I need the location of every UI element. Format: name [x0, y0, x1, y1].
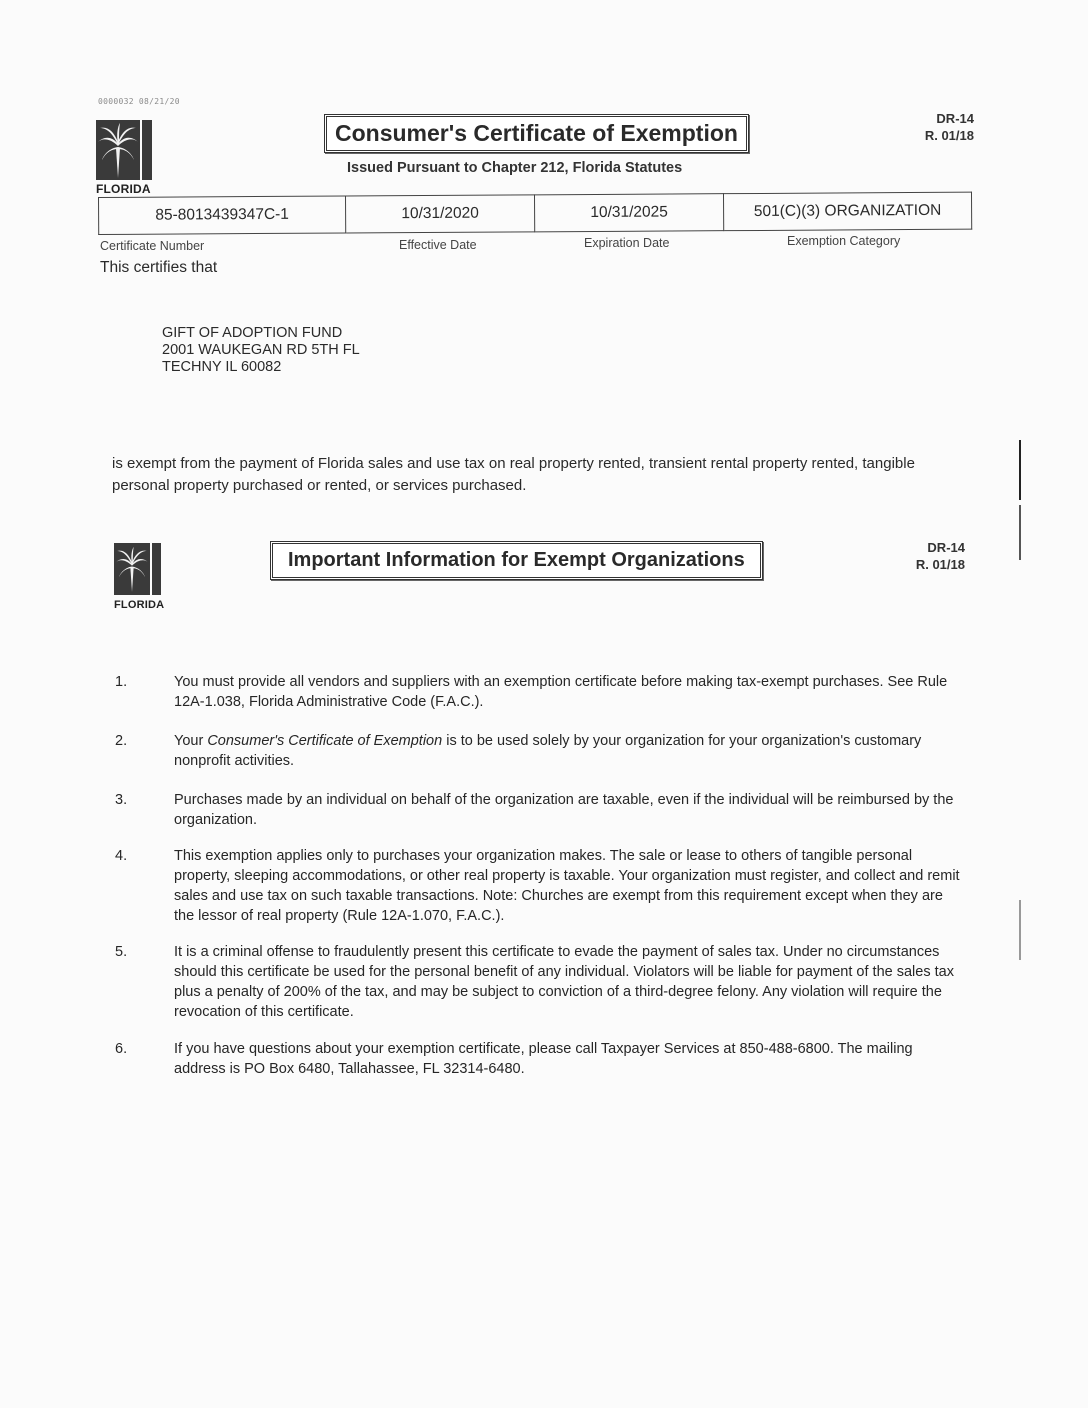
exemption-category-value: 501(C)(3) ORGANIZATION — [723, 192, 971, 231]
certifies-text: This certifies that — [100, 259, 218, 276]
address-line: 2001 WAUKEGAN RD 5TH FL — [162, 342, 360, 358]
logo-vertical-text — [152, 543, 161, 595]
exemption-category-label: Exemption Category — [787, 234, 901, 248]
organization-address — [162, 325, 360, 376]
logo-wordmark: FLORIDA — [114, 599, 165, 611]
palm-tree-icon — [114, 543, 150, 595]
item-number: 2. — [115, 733, 128, 749]
item-text-post: is to be used solely by your organization for your organization's customary nonprofit activities. — [174, 733, 922, 769]
item-text: It is a criminal offense to fraudulently present this certificate to evade the payment of sales tax. Under no circumstances should this certificate be used for the personal benefit of any individual. Violators will be liable for payment of the sales tax plus a penalty of 200% of the tax, and may be subject to conviction of a third-degree felony. Any violation will require the revocation of this certificate. — [174, 944, 954, 1020]
exempt-statement-line: personal property purchased or rented, or services purchased. — [112, 477, 527, 494]
exempt-statement — [112, 453, 915, 497]
print-stamp: 0000032 08/21/20 — [98, 97, 180, 106]
item-text: You must provide all vendors and suppliers with an exemption certificate before making tax-exempt purchases. See Rule 12A-1.038, Florida Administrative Code (F.A.C.). — [174, 674, 948, 710]
certificate-subtitle: Issued Pursuant to Chapter 212, Florida Statutes — [347, 160, 683, 176]
form-number: DR-14 — [927, 540, 965, 555]
item-text: This exemption applies only to purchases your organization makes. The sale or lease to others of tangible personal property, sleeping accommodations, or other real property is taxable. Your organization must register, and collect and remit sales and use tax on such taxable transactions. Note: Churches are exempt from this requirement except when they are the lessor of real property (Rule 12A-1.070, F.A.C.). — [174, 848, 960, 924]
info-title-box — [270, 541, 763, 580]
certificate-number-label: Certificate Number — [100, 239, 205, 253]
form-revision: R. 01/18 — [915, 557, 965, 572]
certificate-number-value: 85-8013439347C-1 — [99, 196, 346, 235]
expiration-date-label: Expiration Date — [584, 236, 670, 250]
item-number: 1. — [115, 674, 128, 690]
form-revision: R. 01/18 — [924, 128, 974, 143]
logo-wordmark: FLORIDA — [96, 182, 151, 196]
exempt-statement-line: is exempt from the payment of Florida sales and use tax on real property rented, transient rental property rented, tangible — [112, 455, 915, 472]
scan-edge-mark — [1019, 505, 1021, 560]
effective-date-label: Effective Date — [399, 238, 477, 252]
form-number: DR-14 — [936, 111, 974, 126]
item-number: 4. — [115, 848, 128, 864]
certificate-title: Consumer's Certificate of Exemption — [335, 120, 738, 146]
item-text-emphasis: Consumer's Certificate of Exemption — [207, 733, 443, 749]
florida-dor-logo — [96, 120, 154, 196]
scan-edge-mark — [1019, 440, 1021, 500]
form-number-block — [895, 539, 965, 573]
item-number: 5. — [115, 944, 128, 960]
city-state-zip: TECHNY IL 60082 — [162, 359, 282, 375]
item-text: If you have questions about your exemption certificate, please call Taxpayer Services at 850-488-6800. The mailing address is PO Box 6480, Tallahassee, FL 32314-6480. — [174, 1041, 913, 1077]
item-text — [174, 731, 964, 771]
palm-tree-icon — [96, 120, 140, 180]
item-number: 6. — [115, 1041, 128, 1057]
expiration-date-value: 10/31/2025 — [534, 194, 723, 232]
item-text-pre: Your — [174, 733, 208, 749]
scan-edge-mark — [1019, 900, 1021, 960]
item-number: 3. — [115, 792, 128, 808]
certificate-title-box — [324, 114, 749, 153]
form-number-block — [900, 110, 974, 144]
florida-dor-logo — [114, 543, 172, 611]
organization-name: GIFT OF ADOPTION FUND — [162, 325, 343, 341]
info-title: Important Information for Exempt Organizations — [288, 549, 745, 571]
item-text: Purchases made by an individual on behalf of the organization are taxable, even if the individual will be reimbursed by the organization. — [174, 792, 954, 828]
logo-vertical-text — [142, 120, 152, 180]
certificate-fields-table — [98, 192, 972, 235]
effective-date-value: 10/31/2020 — [345, 195, 534, 233]
